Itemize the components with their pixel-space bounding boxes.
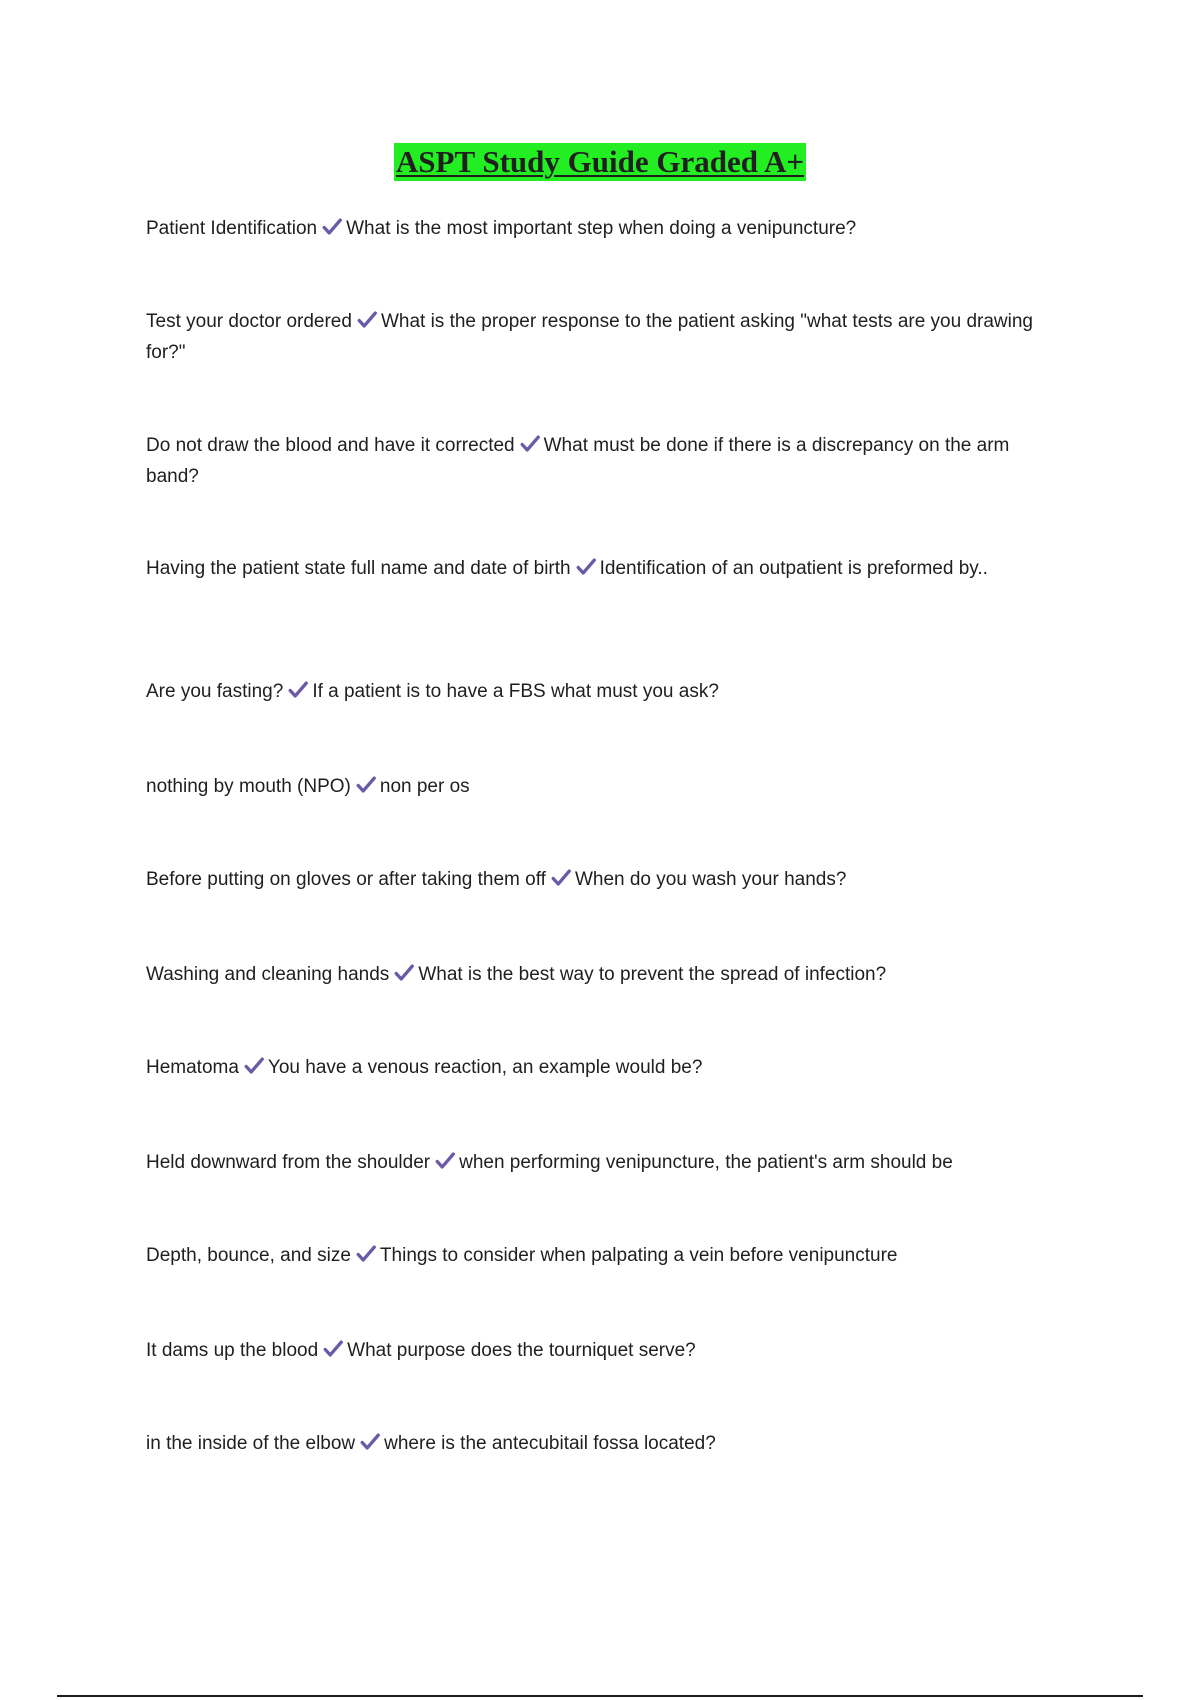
answer-text: Patient Identification [146,218,318,239]
qa-entry [146,959,1046,990]
question-text: Identification of an outpatient is preformed by.. [599,558,988,579]
qa-entry [146,306,1046,368]
question-text: What purpose does the tourniquet serve? [347,1340,696,1361]
qa-entry [146,1428,1046,1459]
check-mark-icon [355,1243,377,1265]
answer-text: Before putting on gloves or after taking them off [146,869,546,890]
qa-entry [146,213,1046,244]
check-mark-icon [356,309,378,331]
qa-entry [146,430,1046,492]
qa-entry [146,553,1046,584]
footer-divider [57,1695,1143,1697]
document-title: ASPT Study Guide Graded A+ [395,144,805,179]
check-mark-icon [359,1431,381,1453]
answer-text: Are you fasting? [146,681,284,702]
check-mark-icon [393,962,415,984]
question-text: What is the most important step when doing a venipuncture? [346,218,857,239]
question-text: If a patient is to have a FBS what must you ask? [312,681,719,702]
answer-text: in the inside of the elbow [146,1433,356,1454]
qa-entry [146,771,1046,802]
answer-text: Test your doctor ordered [146,311,352,332]
check-mark-icon [321,216,343,238]
answer-text: Depth, bounce, and size [146,1245,351,1266]
check-mark-icon [243,1055,265,1077]
qa-entry [146,1335,1046,1366]
question-text: when performing venipuncture, the patient's arm should be [459,1152,953,1173]
answer-text: Having the patient state full name and date of birth [146,558,571,579]
check-mark-icon [434,1150,456,1172]
qa-entry [146,676,1046,707]
answer-text: Held downward from the shoulder [146,1152,431,1173]
check-mark-icon [519,433,541,455]
question-text: What is the best way to prevent the spread of infection? [418,964,887,985]
question-text: What must be done if there is a discrepancy on the arm band? [146,435,1010,487]
question-text: What is the proper response to the patient asking "what tests are you drawing for?" [146,311,1034,363]
check-mark-icon [550,867,572,889]
answer-text: nothing by mouth (NPO) [146,776,351,797]
answer-text: Hematoma [146,1057,239,1078]
check-mark-icon [355,774,377,796]
question-text: Things to consider when palpating a vein before venipuncture [379,1245,898,1266]
qa-entry [146,864,1046,895]
answer-text: It dams up the blood [146,1340,319,1361]
question-text: where is the antecubitail fossa located? [384,1433,716,1454]
answer-text: Washing and cleaning hands [146,964,390,985]
title-container [0,143,1200,181]
check-mark-icon [575,556,597,578]
qa-entry [146,1240,1046,1271]
qa-entry [146,1052,1046,1083]
answer-text: Do not draw the blood and have it corrected [146,435,515,456]
question-text: You have a venous reaction, an example would be? [267,1057,703,1078]
check-mark-icon [322,1338,344,1360]
check-mark-icon [287,679,309,701]
question-text: non per os [379,776,470,797]
question-text: When do you wash your hands? [574,869,847,890]
qa-entry [146,1147,1046,1178]
